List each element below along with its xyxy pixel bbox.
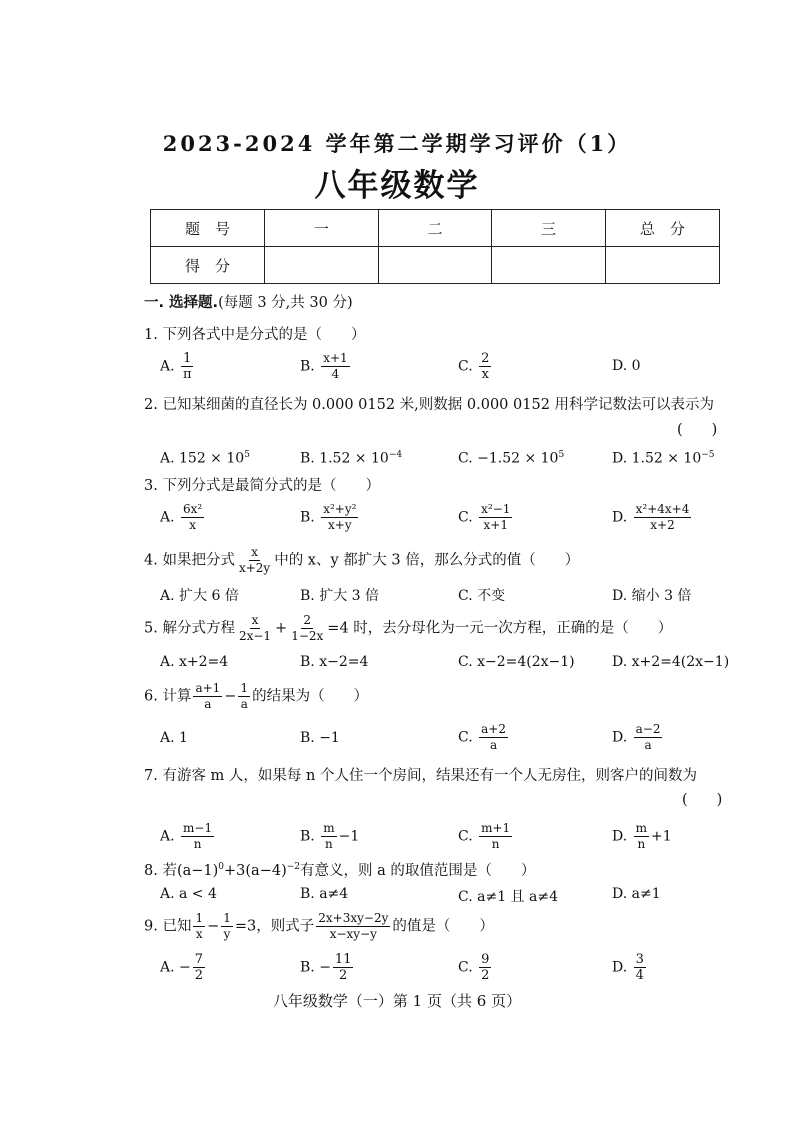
fraction: $\frac{m}{n}$ xyxy=(635,821,648,851)
q9-option-c[interactable]: C. $\frac{9}{2}$ xyxy=(458,952,490,983)
score-cell: 一 xyxy=(265,210,379,247)
q1-option-d[interactable]: D. 0 xyxy=(612,358,641,374)
q1-option-b[interactable]: B. $\frac{x+1}{4}$ xyxy=(300,351,348,381)
score-cell[interactable] xyxy=(378,247,492,284)
q2-option-a[interactable]: A. $152 \times 10^5$ xyxy=(160,450,250,467)
q7-option-b[interactable]: B. $\frac{m}{n}$ −1 xyxy=(300,821,360,851)
q4-option-d[interactable]: D. 缩小 3 倍 xyxy=(612,588,692,604)
question-5-stem: 5. 解分式方程 $\frac{x}{2x-1}$ + $\frac{2}{1-2x}$ =4 时，去分母化为一元一次方程，正确的是（ ） xyxy=(144,613,673,643)
q4-option-c[interactable]: C. 不变 xyxy=(458,588,506,604)
q8-option-c[interactable]: C. a≠1 且 a≠4 xyxy=(458,889,558,905)
question-2-stem: 2. 已知某细菌的直径长为 0.000 0152 米,则数据 0.000 0152 用科学记数法可以表示为 xyxy=(144,397,715,413)
q5-option-a[interactable]: A. x+2=4 xyxy=(160,654,229,670)
q6-option-b[interactable]: B. −1 xyxy=(300,730,340,746)
question-8-stem: 8. 若$(a-1)^0+3(a-4)^{-2}$有意义，则 a 的取值范围是（ ） xyxy=(144,862,536,879)
score-table-score-row xyxy=(151,247,720,284)
question-7-stem: 7. 有游客 m 人，如果每 n 个人住一个房间，结果还有一个人无房住，则客户的间数为 xyxy=(144,768,697,784)
q6-option-d[interactable]: D. $\frac{a-2}{a}$ xyxy=(612,722,661,752)
fraction: $\frac{m}{n}$ xyxy=(323,821,335,851)
q2-option-b[interactable]: B. $1.52 \times 10^{-4}$ xyxy=(300,450,403,467)
q8-option-a[interactable]: A. a < 4 xyxy=(160,886,217,902)
fraction: $\frac{a-2}{a}$ xyxy=(635,722,661,752)
q1-option-c[interactable]: C. $\frac{2}{x}$ xyxy=(458,351,490,382)
q2-option-d[interactable]: D. $1.52 \times 10^{-5}$ xyxy=(612,450,715,467)
q7-option-d[interactable]: D. $\frac{m}{n}$ +1 xyxy=(612,821,672,851)
score-table-header-row xyxy=(151,210,720,247)
fraction: $\frac{11}{2}$ xyxy=(334,952,352,983)
score-cell: 得 分 xyxy=(151,247,265,284)
q6-option-a[interactable]: A. 1 xyxy=(160,730,188,746)
q5-option-b[interactable]: B. x−2=4 xyxy=(300,654,369,670)
fraction: $\frac{\text{x²−1}}{x+1}$ xyxy=(481,502,511,532)
q1-option-a[interactable]: A. $\frac{1}{\pi}$ xyxy=(160,351,192,382)
q2-option-c[interactable]: C. $-1.52 \times 10^5$ xyxy=(458,450,565,467)
answer-paren: ( ) xyxy=(682,792,723,808)
q4-option-b[interactable]: B. 扩大 3 倍 xyxy=(300,588,379,604)
q7-option-c[interactable]: C. $\frac{m+1}{n}$ xyxy=(458,821,511,851)
fraction: $\frac{2}{1-2x}$ xyxy=(291,613,324,643)
page-footer: 八年级数学（一）第 1 页（共 6 页） xyxy=(272,992,522,1010)
q9-option-b[interactable]: B. − $\frac{11}{2}$ xyxy=(300,952,352,983)
q3-option-c[interactable]: C. $\frac{\text{x²−1}}{x+1}$ xyxy=(458,502,511,532)
q9-option-d[interactable]: D. $\frac{3}{4}$ xyxy=(612,952,644,983)
q6-option-c[interactable]: C. $\frac{a+2}{a}$ xyxy=(458,722,506,752)
answer-paren: ( ) xyxy=(677,422,718,438)
fraction: $\frac{x+1}{4}$ xyxy=(323,351,348,381)
fraction: $\frac{x}{2x-1}$ xyxy=(238,613,272,643)
fraction: $\frac{9}{2}$ xyxy=(481,952,490,983)
q8-option-d[interactable]: D. a≠1 xyxy=(612,886,661,902)
subject-title: 八年级数学 xyxy=(314,168,480,204)
q3-option-a[interactable]: A. $\frac{\text{6x²}}{x}$ xyxy=(160,502,203,532)
fraction: $\frac{2}{x}$ xyxy=(481,351,490,382)
fraction: $\frac{1}{x}$ xyxy=(195,911,204,941)
fraction: $\frac{1}{a}$ xyxy=(240,681,249,711)
fraction: $\frac{a+2}{a}$ xyxy=(481,722,506,752)
score-cell: 总 分 xyxy=(605,210,719,247)
score-cell: 三 xyxy=(492,210,606,247)
score-cell[interactable] xyxy=(605,247,719,284)
score-cell: 二 xyxy=(378,210,492,247)
fraction: $\frac{m+1}{n}$ xyxy=(481,821,511,851)
question-4-stem: 4. 如果把分式 $\frac{x}{x+2y}$ 中的 x、y 都扩大 3 倍，那么分式的值（ ） xyxy=(144,545,580,575)
fraction: $\frac{1}{y}$ xyxy=(223,911,231,941)
score-cell: 题 号 xyxy=(151,210,265,247)
fraction: $\frac{a+1}{a}$ xyxy=(195,681,221,711)
question-6-stem: 6. 计算 $\frac{a+1}{a}$ − $\frac{1}{a}$ 的结果为（ ） xyxy=(144,681,369,711)
fraction: $\frac{1}{\pi}$ xyxy=(183,351,192,382)
question-9-stem: 9. 已知 $\frac{1}{x}$ − $\frac{1}{y}$ =3，则式子 $\frac{2x+3xy-2y}{x-xy-y}$ 的值是（ ） xyxy=(144,911,494,941)
fraction: $\frac{2x+3xy-2y}{x-xy-y}$ xyxy=(318,911,389,941)
score-cell[interactable] xyxy=(265,247,379,284)
question-1-stem: 1. 下列各式中是分式的是（ ） xyxy=(144,327,366,343)
fraction: $\frac{\text{x²+4x+4}}{x+2}$ xyxy=(635,502,690,532)
score-cell[interactable] xyxy=(492,247,606,284)
q7-option-a[interactable]: A. $\frac{m-1}{n}$ xyxy=(160,821,213,851)
question-3-stem: 3. 下列分式是最简分式的是（ ） xyxy=(144,478,380,494)
score-table xyxy=(150,209,720,284)
fraction: $\frac{3}{4}$ xyxy=(635,952,644,983)
fraction: $\frac{\text{6x²}}{x}$ xyxy=(183,502,203,532)
q5-option-d[interactable]: D. x+2=4(2x−1) xyxy=(612,654,730,670)
q4-option-a[interactable]: A. 扩大 6 倍 xyxy=(160,588,239,604)
q8-option-b[interactable]: B. a≠4 xyxy=(300,886,349,902)
section-heading xyxy=(144,291,353,312)
fraction: $\frac{7}{2}$ xyxy=(194,952,204,983)
fraction: $\frac{\text{x²+y²}}{x+y}$ xyxy=(323,502,357,532)
section-label: 一. 选择题. xyxy=(144,295,219,311)
fraction: $\frac{m-1}{n}$ xyxy=(183,821,213,851)
q9-option-a[interactable]: A. − $\frac{7}{2}$ xyxy=(160,952,204,983)
exam-title: 2023-2024 学年第二学期学习评价（1） xyxy=(162,131,632,156)
section-note: (每题 3 分,共 30 分) xyxy=(218,295,353,311)
q5-option-c[interactable]: C. x−2=4(2x−1) xyxy=(458,654,575,670)
q3-option-d[interactable]: D. $\frac{\text{x²+4x+4}}{x+2}$ xyxy=(612,502,690,532)
q3-option-b[interactable]: B. $\frac{\text{x²+y²}}{x+y}$ xyxy=(300,502,357,532)
fraction: $\frac{x}{x+2y}$ xyxy=(238,545,271,575)
